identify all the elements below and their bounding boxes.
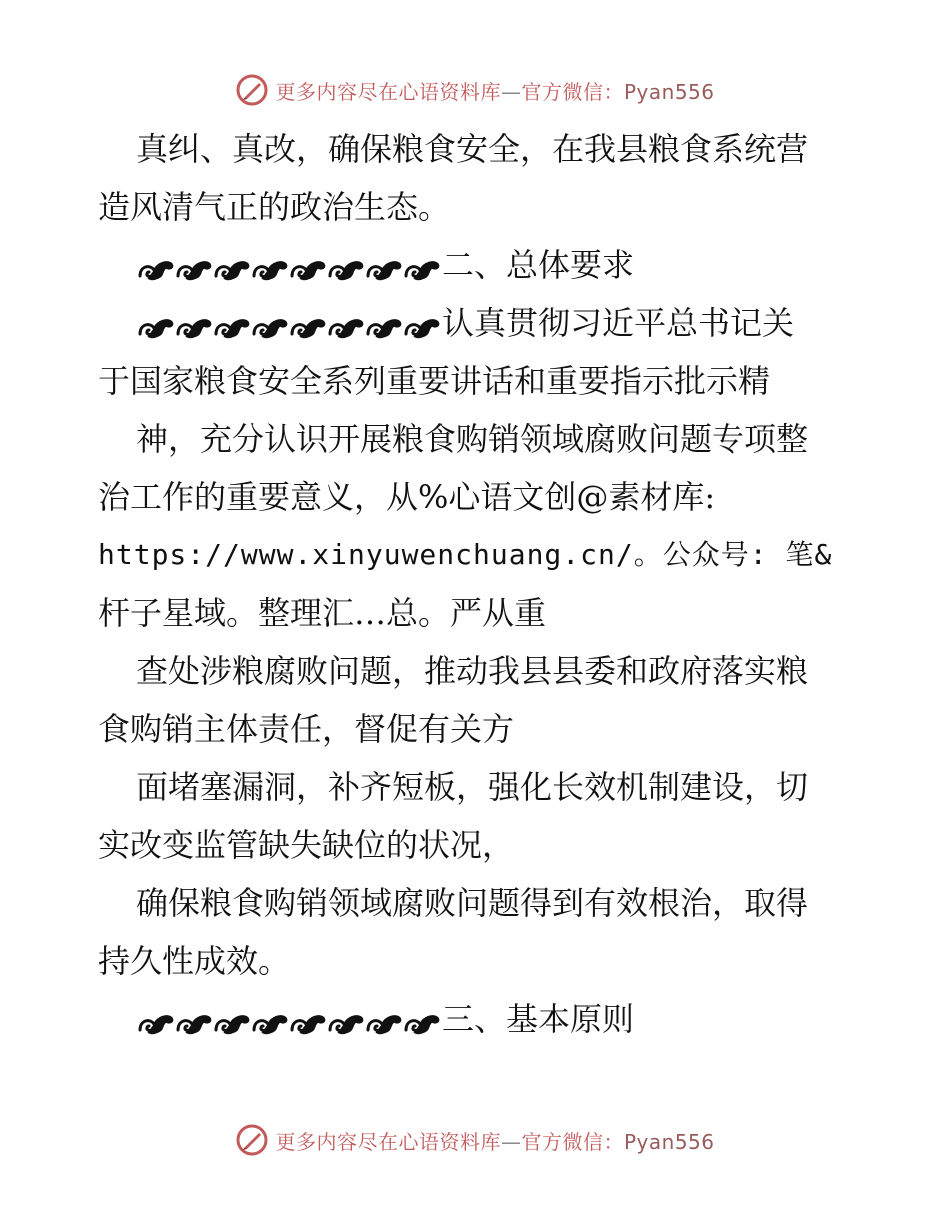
text-line: 认真贯彻习近平总书记关: [98, 294, 858, 352]
fleuron-ornament-icons: [136, 297, 440, 355]
text-line: 造风清气正的政治生态。: [98, 188, 451, 226]
section-heading: 三、基本原则: [98, 990, 858, 1048]
fleuron-icon: [402, 1010, 442, 1038]
header-watermark: [0, 70, 950, 110]
watermark-text: 更多内容尽在心语资料库—官方微信：Pyan556: [275, 79, 715, 104]
text-line: 杆子星域。整理汇…总。严从重: [98, 594, 547, 632]
fleuron-icon: [174, 1010, 214, 1038]
fleuron-icon: [364, 314, 404, 342]
fleuron-icon: [136, 1010, 176, 1038]
document-body: [98, 120, 858, 1048]
fleuron-icon: [326, 314, 366, 342]
fleuron-icon: [174, 314, 214, 342]
text-line: 神，充分认识开展粮食购销领域腐败问题专项整: [136, 420, 809, 458]
pen-logo-icon: [235, 73, 269, 107]
fleuron-icon: [174, 256, 214, 284]
fleuron-icon: [288, 314, 328, 342]
pen-logo-icon: [235, 1123, 269, 1157]
text-line: 食购销主体责任，督促有关方: [98, 710, 515, 748]
fleuron-icon: [250, 314, 290, 342]
fleuron-icon: [402, 314, 442, 342]
fleuron-icon: [136, 256, 176, 284]
fleuron-icon: [212, 1010, 252, 1038]
text-line: 治工作的重要意义，从%心语文创@素材库:: [98, 478, 716, 516]
fleuron-icon: [402, 256, 442, 284]
url-line: https://www.xinyuwenchuang.cn/。公众号: 笔&: [98, 538, 833, 571]
text-line: 实改变监管缺失缺位的状况，: [98, 826, 515, 864]
text-line: 查处涉粮腐败问题，推动我县县委和政府落实粮: [136, 652, 809, 690]
section-heading: 二、总体要求: [98, 236, 858, 294]
fleuron-icon: [212, 314, 252, 342]
fleuron-ornament-icons: [136, 993, 440, 1051]
fleuron-icon: [364, 256, 404, 284]
fleuron-icon: [136, 314, 176, 342]
watermark-text: 更多内容尽在心语资料库—官方微信：Pyan556: [275, 1129, 715, 1154]
fleuron-ornament-icons: [136, 239, 440, 297]
fleuron-icon: [288, 1010, 328, 1038]
footer-watermark: [0, 1120, 950, 1160]
fleuron-icon: [250, 1010, 290, 1038]
fleuron-icon: [212, 256, 252, 284]
fleuron-icon: [288, 256, 328, 284]
fleuron-icon: [250, 256, 290, 284]
text-line: 面堵塞漏洞，补齐短板，强化长效机制建设，切: [136, 768, 809, 806]
fleuron-icon: [364, 1010, 404, 1038]
text-line: 于国家粮食安全系列重要讲话和重要指示批示精: [98, 362, 771, 400]
text-line: 持久性成效。: [98, 942, 291, 980]
fleuron-icon: [326, 256, 366, 284]
text-line: 确保粮食购销领域腐败问题得到有效根治，取得: [136, 884, 809, 922]
text-line: 真纠、真改，确保粮食安全，在我县粮食系统营: [136, 130, 809, 168]
fleuron-icon: [326, 1010, 366, 1038]
